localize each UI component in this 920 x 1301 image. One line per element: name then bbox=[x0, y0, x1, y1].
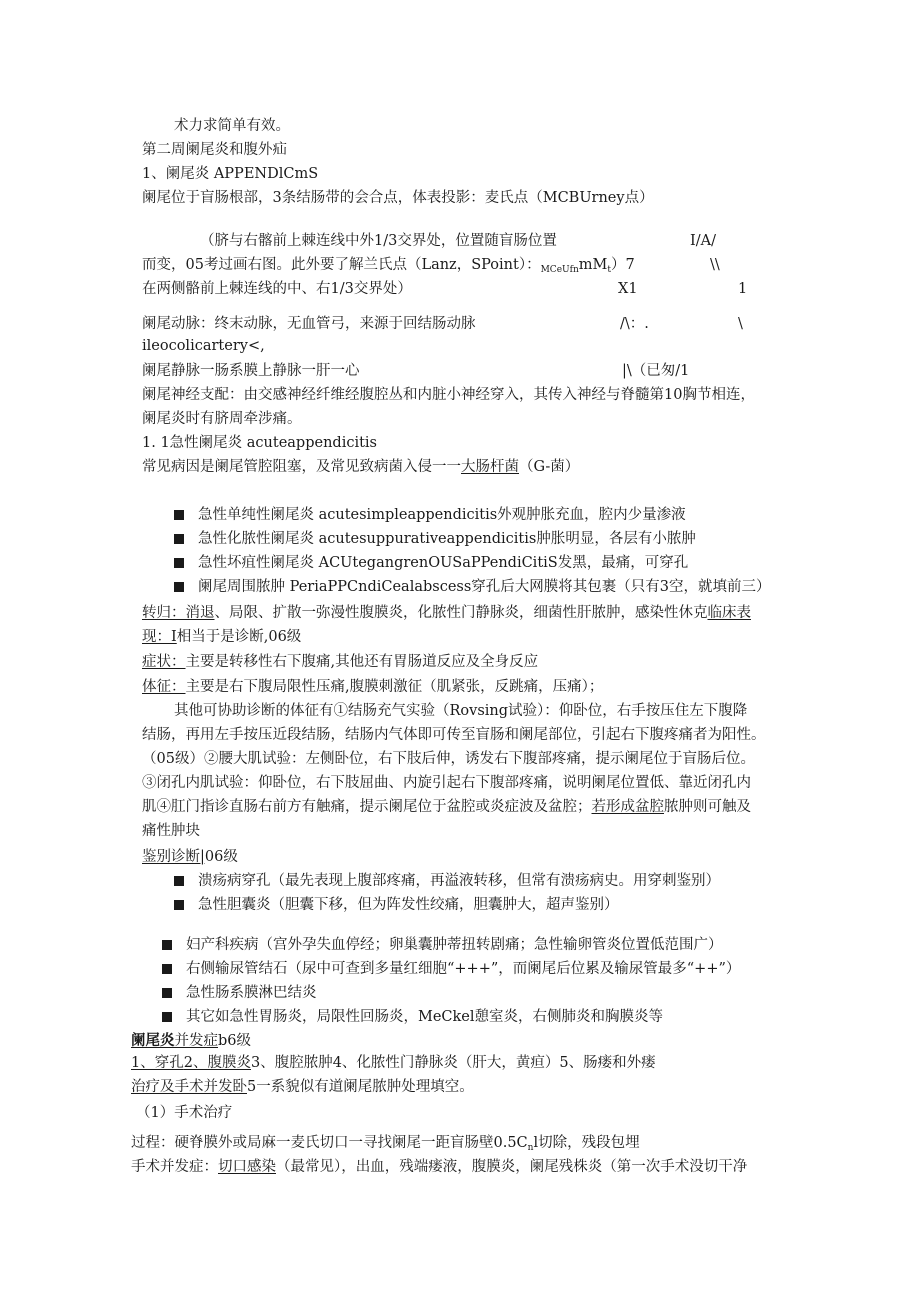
figure-fragment: /\：. bbox=[620, 316, 649, 332]
square-bullet-icon bbox=[162, 988, 172, 998]
list-item-text: 右侧输尿管结石（尿中可查到多量红细胞“+++”，而阑尾后位累及输尿管最多“++”） bbox=[186, 961, 741, 977]
square-bullet-icon bbox=[162, 964, 172, 974]
list-item bbox=[162, 1007, 663, 1027]
text-line: ileocolicartery<, bbox=[142, 338, 265, 354]
figure-fragment: I/A/ bbox=[690, 233, 716, 249]
figure-fragment: \\ bbox=[710, 257, 720, 273]
section-heading bbox=[131, 1031, 251, 1051]
text-line bbox=[142, 847, 238, 867]
underlined-text: 现：I bbox=[142, 629, 177, 645]
square-bullet-icon bbox=[162, 940, 172, 950]
text-span: 常见病因是阑尾管腔阻塞，及常见致病菌入侵一一 bbox=[142, 459, 461, 475]
figure-fragment: X1 bbox=[618, 281, 638, 297]
text-span: 过程：硬脊膜外或局麻一麦氏切口一寻找阑尾一距盲肠壁0.5C bbox=[131, 1135, 528, 1151]
text-line: （脐与右髂前上棘连线中外1/3交界处，位置随盲肠位置 bbox=[200, 233, 557, 249]
figure-fragment: 1 bbox=[738, 281, 748, 297]
text-span: 手术并发症： bbox=[131, 1159, 218, 1175]
figure-fragment: |\（已匆/1 bbox=[622, 363, 690, 379]
list-item-text: 急性化脓性阑尾炎 acutesuppurativeappendicitis肿胀明显，各层有小脓肿 bbox=[198, 531, 696, 547]
underlined-text: 体征： bbox=[142, 679, 186, 695]
list-item-text: 急性肠系膜淋巴结炎 bbox=[186, 985, 317, 1001]
text-span: 主要是转移性右下腹痛,其他还有胃肠道反应及全身反应 bbox=[185, 654, 539, 670]
list-item-text: 急性坏疽性阑尾炎 ACUtegangrenOUSaPPendiCitiS发黑，最痛，可穿孔 bbox=[198, 555, 689, 571]
text-line: 阑尾动脉：终末动脉，无血管弓，来源于回结肠动脉 bbox=[142, 316, 476, 332]
subscript-text: MCeUfn bbox=[540, 265, 579, 275]
underlined-text: 大肠杆菌 bbox=[461, 459, 519, 475]
text-line bbox=[142, 797, 751, 817]
text-line bbox=[131, 1133, 640, 1158]
underlined-text: 阑尾炎 bbox=[131, 1032, 175, 1049]
text-span: 、局限、扩散一弥漫性腹膜炎，化脓性门静脉炎，细菌性肝脓肿，感染性休克 bbox=[214, 605, 708, 621]
list-item-text: 妇产科疾病（宫外孕失血停经；卵巢囊肿蒂扭转剧痛；急性输卵管炎位置低范围广） bbox=[186, 937, 723, 953]
list-item-text: 溃疡病穿孔（最先表现上腹部疼痛，再溢液转移，但常有溃疡病史。用穿刺鉴别） bbox=[198, 873, 720, 889]
underlined-text: 临床表 bbox=[707, 605, 751, 621]
text-line: 阑尾神经支配：由交感神经纤维经腹腔丛和内脏小神经穿入，其传入神经与脊髓第10胸节相连， bbox=[142, 387, 755, 403]
list-item bbox=[162, 935, 723, 955]
text-line: 痛性肿块 bbox=[142, 823, 200, 839]
text-line bbox=[131, 1053, 656, 1073]
list-item bbox=[174, 505, 686, 525]
text-line: 阑尾炎时有脐周牵涉痛。 bbox=[142, 411, 302, 427]
list-item-text: 其它如急性胃肠炎，局限性回肠炎，MeCkel憩室炎，右侧肺炎和胸膜炎等 bbox=[186, 1009, 664, 1025]
list-item bbox=[162, 983, 317, 1003]
underlined-text: 切口感染 bbox=[218, 1159, 276, 1175]
text-line bbox=[142, 255, 635, 280]
list-item bbox=[174, 895, 619, 915]
text-line bbox=[142, 627, 301, 647]
text-line bbox=[142, 652, 538, 672]
text-span: 06级 bbox=[204, 849, 238, 865]
text-line: ③闭孔内肌试验：仰卧位，右下肢屈曲、内旋引起右下腹部疼痛，说明阑尾位置低、靠近闭孔内 bbox=[142, 775, 751, 791]
text-span: 相当于是诊断,06级 bbox=[176, 629, 302, 645]
text-span: mM bbox=[578, 257, 608, 273]
square-bullet-icon bbox=[174, 558, 184, 568]
underlined-text: 若形成盆腔 bbox=[591, 799, 664, 815]
subscript-text: n bbox=[527, 1143, 534, 1153]
underlined-text: 2、腹膜炎 bbox=[183, 1055, 251, 1071]
text-span: l切除，残段包埋 bbox=[533, 1135, 640, 1151]
list-item bbox=[174, 529, 696, 549]
text-line bbox=[131, 1157, 747, 1177]
subscript-text: t bbox=[607, 265, 611, 275]
text-span: （G-菌） bbox=[519, 459, 580, 475]
text-line bbox=[142, 603, 751, 623]
underlined-text: 1、穿孔 bbox=[131, 1055, 184, 1071]
square-bullet-icon bbox=[174, 876, 184, 886]
section-heading: 1、阑尾炎 APPENDlCmS bbox=[142, 166, 319, 182]
section-heading: （1）手术治疗 bbox=[136, 1105, 233, 1121]
text-line bbox=[142, 457, 579, 477]
list-item bbox=[174, 577, 771, 597]
text-line: 在两侧骼前上棘连线的中、右1/3交界处） bbox=[142, 281, 412, 297]
square-bullet-icon bbox=[174, 534, 184, 544]
square-bullet-icon bbox=[174, 900, 184, 910]
text-line bbox=[142, 677, 603, 697]
text-line: 术力求简单有效。 bbox=[174, 118, 290, 134]
square-bullet-icon bbox=[174, 582, 184, 592]
text-span: 脓肿则可触及 bbox=[664, 799, 751, 815]
text-line: 其他可协助诊断的体征有①结肠充气实验（Rovsing试验）：仰卧位，右手按压住左下腹降 bbox=[174, 703, 748, 719]
text-span: 肌④肛门指诊直肠右前方有触痛，提示阑尾位于盆腔或炎症波及盆腔； bbox=[142, 799, 592, 815]
text-line: 阑尾静脉一肠系膜上静脉一肝一心 bbox=[142, 363, 360, 379]
square-bullet-icon bbox=[162, 1012, 172, 1022]
text-span: 而变，05考过画右图。此外要了解兰氏点（Lanz，SPoint）： bbox=[142, 257, 541, 273]
underlined-text: 鉴别诊断| bbox=[142, 849, 205, 865]
square-bullet-icon bbox=[174, 510, 184, 520]
text-span: 主要是右下腹局限性压痛,腹膜刺激征（肌紧张，反跳痛，压痛）； bbox=[185, 679, 604, 695]
text-line: （05级）②腰大肌试验：左侧卧位，右下肢后伸，诱发右下腹部疼痛，提示阑尾位于盲肠后位。 bbox=[142, 751, 755, 767]
underlined-text: 治疗及手术并发卧 bbox=[131, 1079, 247, 1095]
text-span: b6级 bbox=[218, 1033, 252, 1049]
underlined-text: 转归：消退 bbox=[142, 605, 215, 621]
text-line: 阑尾位于盲肠根部，3条结肠带的会合点，体表投影：麦氏点（MCBUrney点） bbox=[142, 190, 654, 206]
list-item bbox=[162, 959, 740, 979]
text-span: ）7 bbox=[610, 257, 635, 273]
section-heading: 第二周阑尾炎和腹外疝 bbox=[142, 142, 287, 158]
list-item bbox=[174, 871, 720, 891]
section-heading: 1. 1急性阑尾炎 acuteappendicitis bbox=[142, 435, 378, 451]
text-line bbox=[131, 1077, 474, 1097]
list-item-text: 急性单纯性阑尾炎 acutesimpleappendicitis外观肿胀充血，腔内少量渗液 bbox=[198, 507, 686, 523]
list-item-text: 急性胆囊炎（胆囊下移，但为阵发性绞痛，胆囊肿大，超声鉴别） bbox=[198, 897, 619, 913]
text-span: 3、腹腔脓肿4、化脓性门静脉炎（肝大，黄疸）5、肠瘘和外瘘 bbox=[250, 1055, 656, 1071]
text-span: 5一系貌似有道阑尾脓肿处理填空。 bbox=[247, 1079, 474, 1095]
list-item-text: 阑尾周围脓肿 PeriaPPCndiCealabscess穿孔后大网膜将其包裹（只有3空，就填前三） bbox=[198, 579, 771, 595]
underlined-text: 症状： bbox=[142, 654, 186, 670]
underlined-text: 并发症 bbox=[174, 1033, 218, 1049]
text-span: （最常见），出血，残端瘘液，腹膜炎，阑尾残株炎（第一次手术没切干净 bbox=[276, 1159, 748, 1175]
list-item bbox=[174, 553, 688, 573]
text-line: 结肠，再用左手按压近段结肠，结肠内气体即可传至盲肠和阑尾部位，引起右下腹疼痛者为阳性。 bbox=[142, 727, 766, 743]
figure-fragment: \ bbox=[738, 316, 743, 332]
